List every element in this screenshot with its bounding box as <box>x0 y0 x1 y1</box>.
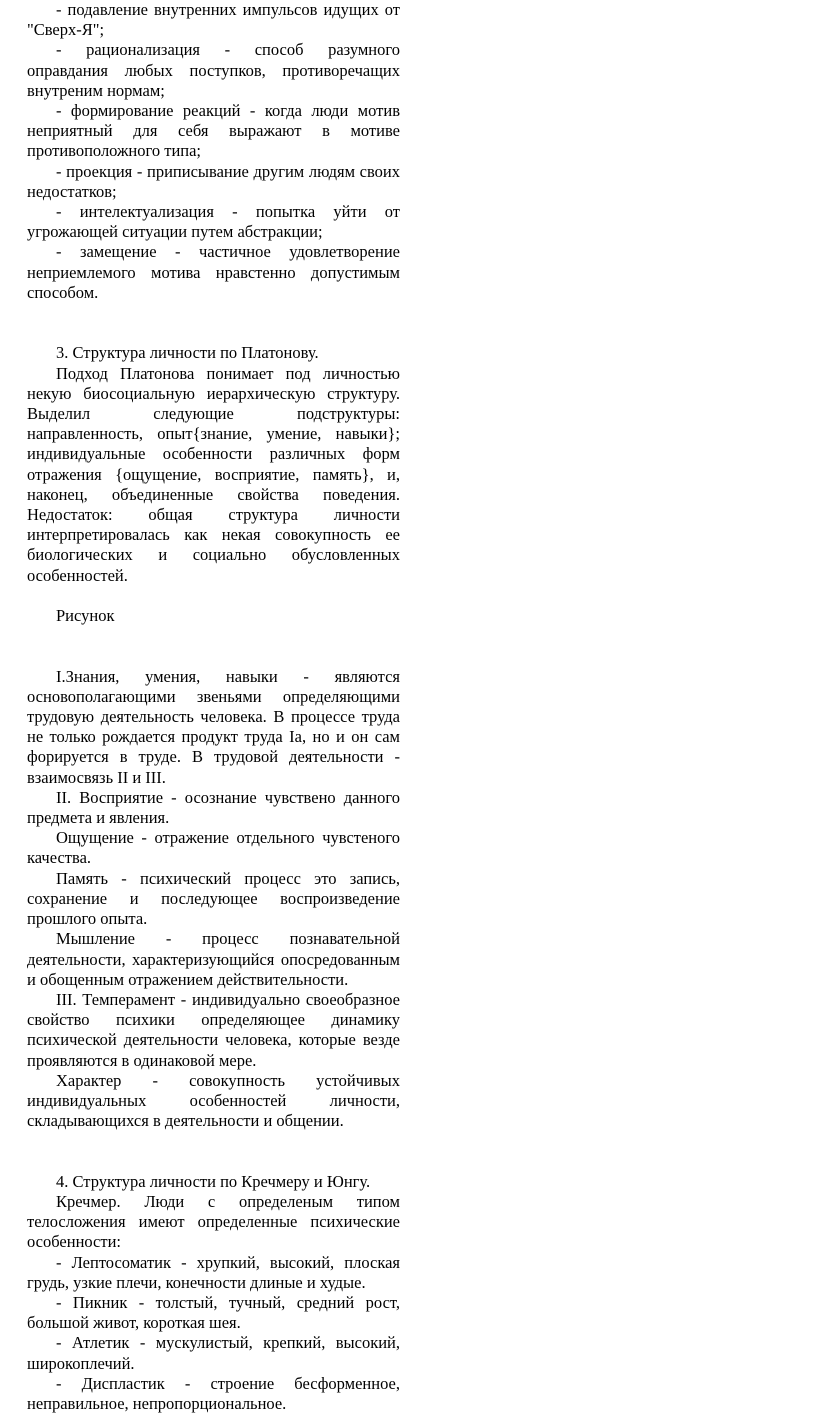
paragraph-kretschmer: Кречмер. Люди с определеным типом телосложения имеют определенные психические особенности: <box>27 1191 400 1252</box>
spacer <box>27 586 400 606</box>
paragraph-pyknic: - Пикник - толстый, тучный, средний рост, большой живот, короткая шея. <box>27 1292 400 1333</box>
paragraph-temperament: III. Темперамент - индивидуально своеобразное свойство психики определяющее динамику психической деятельности человека, которые везде проявляются в одинаковой мере. <box>27 989 400 1070</box>
spacer <box>27 626 400 666</box>
document-text <box>27 0 400 1414</box>
spacer <box>27 303 400 343</box>
section-4-heading: 4. Структура личности по Кречмеру и Юнгу. <box>56 1171 371 1191</box>
paragraph-suppression: - подавление внутренних импульсов идущих от "Сверх-Я"; <box>27 0 400 40</box>
paragraph-dysplastic: - Диспластик - строение бесформенное, неправильное, непропорциональное. <box>27 1373 400 1413</box>
paragraph-athletic: - Атлетик - мускулистый, крепкий, высокий, широкоплечий. <box>27 1333 400 1373</box>
paragraph-substitution: - замещение - частичное удовлетворение неприемлемого мотива нравстенно допустимым способом. <box>27 242 400 302</box>
figure-label: Рисунок <box>56 606 115 626</box>
section-3-heading: 3. Структура личности по Платонову. <box>56 343 319 363</box>
paragraph-intellectualization: - интелектуализация - попытка уйти от угрожающей ситуации путем абстракции; <box>27 202 400 242</box>
paragraph-reaction-formation: - формирование реакций - когда люди мотив неприятный для себя выражают в мотиве противоположного типа; <box>27 101 400 161</box>
paragraph-projection: - проекция - приписывание другим людям своих недостатков; <box>27 161 400 201</box>
paragraph-knowledge-skills: I.Знания, умения, навыки - являются основополагающими звеньями определяющими трудовую деятельность человека. В процессе труда не только рождается продукт труда Ia, но и он сам форируется в труде. В трудовой деятельности - взаимосвязь II и III. <box>27 666 400 787</box>
section-3-body: Подход Платонова понимает под личностью некую биосоциальную иерархическую структуру. Выделил следующие подструктуры: направленность, опыт{знание, умение, навыки}; индивидуальные особенности различных форм отражения {ощущение, восприятие, память}, и, наконец, объединенные свойства поведения. Недостаток: общая структура личности интерпретировалась как некая совокупность ее биологических и социально обусловленных особенностей. <box>27 363 400 585</box>
paragraph-rationalization: - рационализация - способ разумного оправдания любых поступков, противоречащих внутреним нормам; <box>27 40 400 100</box>
paragraph-perception: II. Восприятие - осознание чувствено данного предмета и явления. <box>27 787 400 828</box>
spacer <box>27 1131 400 1171</box>
paragraph-memory: Память - психический процесс это запись, сохранение и последующее воспроизведение прошлого опыта. <box>27 868 400 929</box>
paragraph-sensation: Ощущение - отражение отдельного чувстеного качества. <box>27 828 400 868</box>
paragraph-leptosomatic: - Лептосоматик - хрупкий, высокий, плоская грудь, узкие плечи, конечности длиные и худые. <box>27 1252 400 1292</box>
paragraph-thinking: Мышление - процесс познавательной деятельности, характеризующийся опосредованным и обощенным отражением действительности. <box>27 929 400 989</box>
paragraph-character: Характер - совокупность устойчивых индивидуальных особенностей личности, складывающихся в деятельности и общении. <box>27 1070 400 1131</box>
